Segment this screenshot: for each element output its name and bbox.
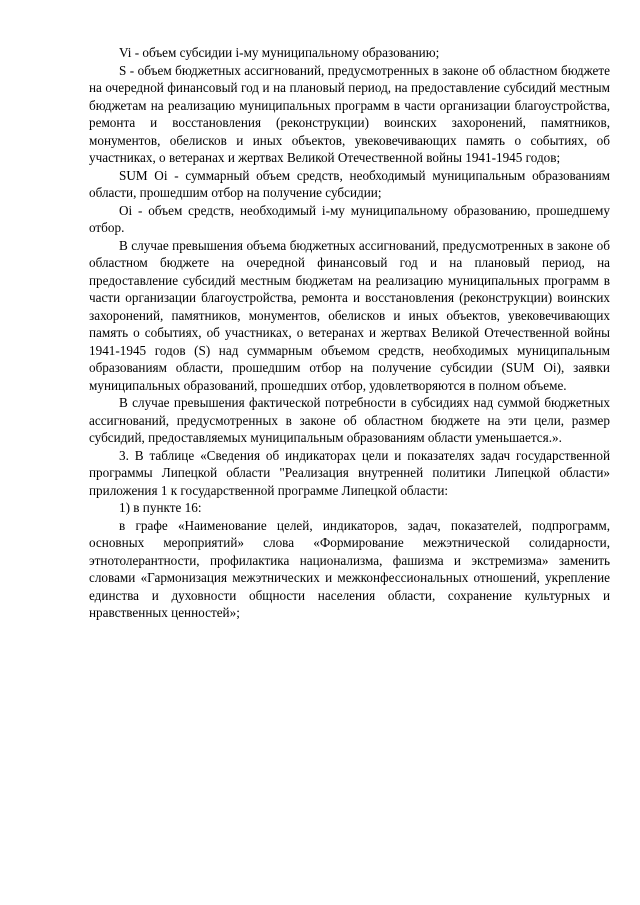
paragraph-vi-definition: Vi - объем субсидии i-му муниципальному образованию; [119,45,440,60]
paragraph-excess-demand: В случае превышения фактической потребности в субсидиях над суммой бюджетных ассигнований, предусмотренных в законе об областном бюджете на эти цели, размер субсидий, предоставляемых муниципальным образованиям области уменьшается.». [89,395,610,445]
paragraph-sum-oi-definition: SUM Oi - суммарный объем средств, необходимый муниципальным образованиям области, прошедшим отбор на получение субсидии; [89,167,610,200]
document-page [89,44,610,622]
paragraph-column-replacement: в графе «Наименование целей, индикаторов, задач, показателей, подпрограмм, основных мероприятий» слова «Формирование межэтнической солидарности, этнотолерантности, профилактика национализма, фашизма и экстремизма» заменить словами «Гармонизация межэтнических и межконфессиональных отношений, укрепление единства и духовности общности населения области, сохранение культурных и нравственных ценностей»; [89,517,610,620]
paragraph-oi-definition: Oi - объем средств, необходимый i-му муниципальному образованию, прошедшему отбор. [89,202,610,235]
paragraph-s-definition: S - объем бюджетных ассигнований, предусмотренных в законе об областном бюджете на очередной финансовый год и на плановый период, на предоставление субсидий местным бюджетам на реализацию муниципальных программ в части организации благоустройства, ремонта и восстановления (реконструкции) воинских захоронений, памятников, монументов, обелисков и иных объектов, увековечивающих память о событиях, об участниках, о ветеранах и жертвах Великой Отечественной войны 1941-1945 годов; [89,62,610,165]
paragraph-excess-allocation: В случае превышения объема бюджетных ассигнований, предусмотренных в законе об областном бюджете на очередной финансовый год и на плановый период, на предоставление субсидий местным бюджетам на реализацию муниципальных программ в части организации благоустройства, ремонта и восстановления (реконструкции) воинских захоронений, памятников, монументов, обелисков и иных объектов, увековечивающих память о событиях, об участниках, о ветеранах и жертвах Великой Отечественной войны 1941-1945 годов (S) над суммарным объемом средств, необходимых муниципальным образованиям области, прошедшим отбор на получение субсидии (SUM Oi), заявки муниципальных образований, прошедших отбор, удовлетворяются в полном объеме. [89,237,610,393]
paragraph-table-amendment: 3. В таблице «Сведения об индикаторах цели и показателях задач государственной программы Липецкой области "Реализация внутренней политики Липецкой области» приложения 1 к государственной программе Липецкой области: [89,447,610,498]
paragraph-item-16: 1) в пункте 16: [119,500,202,515]
